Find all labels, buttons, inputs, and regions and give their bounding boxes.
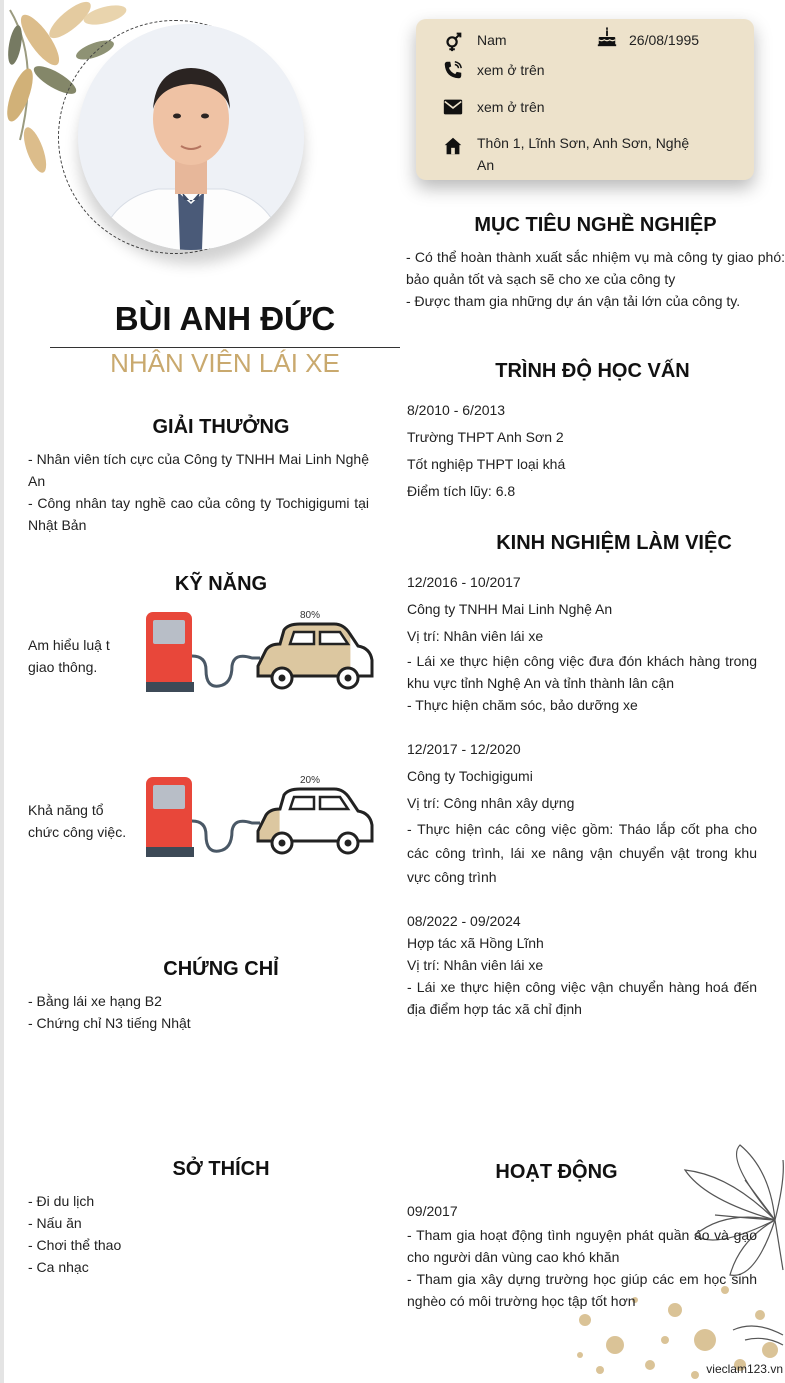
hobbies-list bbox=[28, 1190, 369, 1278]
activity-period: 09/2017 bbox=[407, 1203, 458, 1219]
awards-title: GIẢI THƯỞNG bbox=[152, 416, 290, 438]
skill-percent: 20% bbox=[300, 775, 321, 786]
certificate-item: - Bằng lái xe hạng B2 bbox=[28, 993, 162, 1009]
education-result: Tốt nghiệp THPT loại khá bbox=[407, 456, 566, 472]
job-period: 12/2016 - 10/2017 bbox=[407, 574, 521, 590]
phone-text: xem ở trên bbox=[477, 62, 545, 78]
activity-item: - Tham gia xây dựng trường học giúp các em học sinh nghèo có môi trường học tập tốt hơn bbox=[407, 1271, 757, 1309]
job-entry bbox=[407, 736, 757, 889]
job-position: Vị trí: Nhân viên lái xe bbox=[407, 957, 544, 973]
certificates-list bbox=[28, 990, 369, 1034]
address-line-2: An bbox=[477, 157, 495, 173]
skill-label-line: chức công việc. bbox=[28, 824, 127, 840]
job-company: Công ty Tochigigumi bbox=[407, 768, 533, 784]
skill-label-line: giao thông. bbox=[28, 659, 98, 675]
skill-percent: 80% bbox=[300, 610, 321, 621]
job-entry bbox=[407, 910, 757, 1020]
gender-icon bbox=[442, 30, 464, 52]
job-title: NHÂN VIÊN LÁI XE bbox=[110, 348, 340, 378]
education-block bbox=[407, 397, 757, 505]
education-period: 8/2010 - 6/2013 bbox=[407, 402, 506, 418]
certificate-item: - Chứng chỉ N3 tiếng Nhật bbox=[28, 1015, 191, 1031]
job-detail: - Thực hiện chăm sóc, bảo dưỡng xe bbox=[407, 697, 638, 713]
skill-label-line: Khả năng tổ bbox=[28, 802, 104, 818]
objective-list bbox=[406, 246, 785, 312]
hobby-item: - Đi du lịch bbox=[28, 1193, 95, 1209]
email-text: xem ở trên bbox=[477, 99, 545, 115]
job-detail: - Lái xe thực hiện công việc vận chuyển hàng hoá đến địa điểm hợp tác xã chỉ định bbox=[407, 979, 757, 1017]
certificates-title: CHỨNG CHỈ bbox=[163, 958, 279, 980]
education-score: Điểm tích lũy: 6.8 bbox=[407, 483, 516, 499]
fuel-pump-car-gauge bbox=[144, 608, 374, 694]
job-company: Hợp tác xã Hồng Lĩnh bbox=[407, 935, 544, 951]
job-period: 08/2022 - 09/2024 bbox=[407, 913, 521, 929]
job-company: Công ty TNHH Mai Linh Nghệ An bbox=[407, 601, 613, 617]
email-icon bbox=[442, 96, 464, 118]
hobbies-title: SỞ THÍCH bbox=[172, 1158, 270, 1180]
hobby-item: - Nấu ăn bbox=[28, 1215, 82, 1231]
fuel-hose bbox=[192, 821, 260, 851]
gender-text: Nam bbox=[477, 32, 507, 48]
objective-title: MỤC TIÊU NGHỀ NGHIỆP bbox=[474, 214, 717, 236]
hobby-item: - Ca nhạc bbox=[28, 1259, 89, 1275]
activities-block bbox=[407, 1198, 757, 1312]
skill-label bbox=[28, 799, 138, 843]
objective-item: - Được tham gia những dự án vận tải lớn của công ty. bbox=[406, 293, 741, 309]
award-item: - Nhân viên tích cực của Công ty TNHH Mai Linh Nghệ An bbox=[28, 451, 369, 489]
birthday-cake-icon bbox=[596, 26, 618, 48]
experience-title: KINH NGHIỆM LÀM VIỆC bbox=[496, 532, 732, 554]
hobby-item: - Chơi thể thao bbox=[28, 1237, 122, 1253]
skills-title: KỸ NĂNG bbox=[174, 573, 268, 595]
job-period: 12/2017 - 12/2020 bbox=[407, 741, 521, 757]
award-item: - Công nhân tay nghề cao của công ty Tochigigumi tại Nhật Bản bbox=[28, 495, 369, 533]
address-line-1: Thôn 1, Lĩnh Sơn, Anh Sơn, Nghệ bbox=[477, 135, 690, 151]
activities-title: HOẠT ĐỘNG bbox=[495, 1161, 618, 1183]
birthday-text: 26/08/1995 bbox=[629, 32, 700, 48]
education-school: Trường THPT Anh Sơn 2 bbox=[407, 429, 564, 445]
job-entry bbox=[407, 569, 757, 716]
profile-photo bbox=[78, 24, 304, 250]
job-position: Vị trí: Công nhân xây dựng bbox=[407, 795, 575, 811]
contact-card bbox=[416, 19, 754, 180]
skill-label-line: Am hiểu luậ t bbox=[28, 637, 110, 653]
education-title: TRÌNH ĐỘ HỌC VẤN bbox=[495, 360, 690, 382]
fuel-hose bbox=[192, 656, 260, 686]
job-position: Vị trí: Nhân viên lái xe bbox=[407, 628, 544, 644]
job-detail: - Thực hiện các công việc gồm: Tháo lắp cốt pha cho các công trình, lái xe nâng vận chuyển vật trong khu vực công trình bbox=[407, 821, 757, 885]
car-icon bbox=[258, 789, 372, 853]
activity-item: - Tham gia hoạt động tình nguyện phát quần áo và gạo cho người dân vùng cao khó khăn bbox=[407, 1227, 757, 1265]
home-icon bbox=[442, 135, 464, 157]
skill-row bbox=[28, 604, 373, 694]
awards-list bbox=[28, 448, 369, 536]
job-detail: - Lái xe thực hiện công việc đưa đón khách hàng trong khu vực tỉnh Nghệ An và tỉnh thành lân cận bbox=[407, 653, 757, 691]
site-watermark: vieclam123.vn bbox=[706, 1362, 783, 1376]
fuel-pump-car-gauge bbox=[144, 773, 374, 859]
skill-label bbox=[28, 634, 138, 678]
skill-row bbox=[28, 769, 373, 859]
objective-item: - Có thể hoàn thành xuất sắc nhiệm vụ mà công ty giao phó: bảo quản tốt và sạch sẽ cho xe của công ty bbox=[406, 249, 785, 287]
car-icon bbox=[258, 624, 372, 688]
candidate-name: BÙI ANH ĐỨC bbox=[114, 300, 336, 337]
phone-icon bbox=[442, 59, 464, 81]
